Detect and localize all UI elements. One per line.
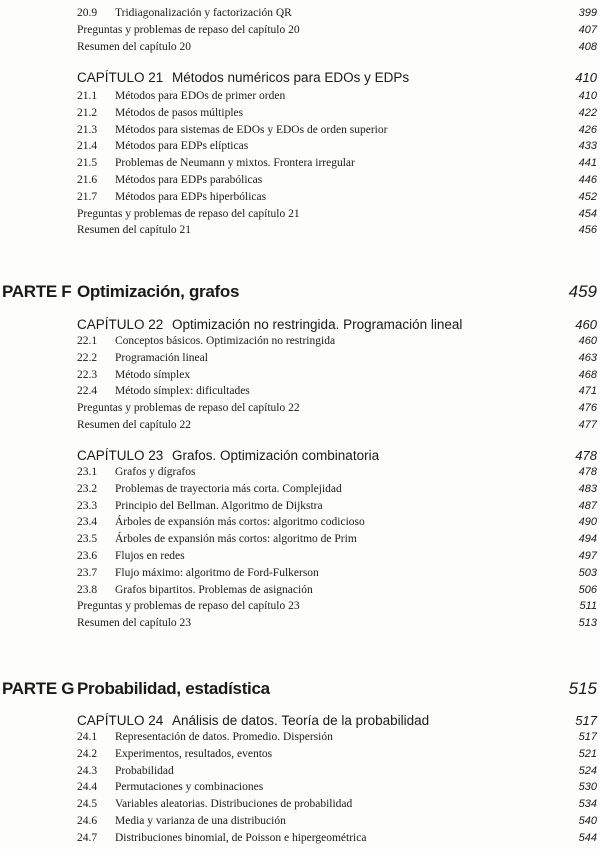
section-title: Variables aleatorias. Distribuciones de probabilidad <box>115 798 353 811</box>
section-title: Flujo máximo: algoritmo de Ford-Fulkerson <box>115 566 319 579</box>
toc-entry <box>77 746 597 762</box>
section-title: Árboles de expansión más cortos: algoritmo de Prim <box>115 533 357 546</box>
section-number: 21.7 <box>77 190 98 203</box>
section-number: 24.1 <box>77 731 98 743</box>
section-title: Conceptos básicos. Optimización no restringida <box>115 335 336 347</box>
toc-entry <box>77 155 597 171</box>
section-title: Resumen del capítulo 20 <box>77 41 192 53</box>
toc-entry <box>77 763 597 779</box>
toc-entry <box>77 333 597 349</box>
page-number: 497 <box>578 550 597 562</box>
toc-entry <box>77 796 597 812</box>
page-number: 408 <box>578 41 597 53</box>
toc-entry <box>77 830 597 846</box>
section-title: Método símplex <box>115 368 191 381</box>
page-number: 490 <box>578 516 597 529</box>
toc-entry <box>77 598 597 614</box>
page-number: 468 <box>578 368 597 381</box>
page-number: 524 <box>578 764 597 777</box>
section-number: 22.2 <box>77 351 98 364</box>
page-number: 478 <box>578 466 597 478</box>
part-title: Probabilidad, estadística <box>77 679 270 698</box>
toc-entry <box>77 565 597 581</box>
section-title: Preguntas y problemas de repaso del capítulo 20 <box>77 24 300 36</box>
page-number: 517 <box>578 731 597 743</box>
page-number: 544 <box>578 831 597 844</box>
section-number: 22.4 <box>77 385 98 398</box>
section-number: 24.7 <box>77 831 98 844</box>
section-title: Media y varianza de una distribución <box>115 815 286 827</box>
page-number: 478 <box>575 448 597 463</box>
page-number: 513 <box>578 617 597 630</box>
section-number: 21.1 <box>77 90 98 102</box>
toc-entry <box>77 39 597 55</box>
toc-entry <box>77 531 597 547</box>
section-number: 24.2 <box>77 747 98 760</box>
page-number: 399 <box>578 7 597 19</box>
section-title: Método símplex: dificultades <box>115 385 250 398</box>
section-title: Permutaciones y combinaciones <box>115 781 264 794</box>
page-number: 452 <box>578 190 597 203</box>
section-title: Resumen del capítulo 22 <box>77 419 192 431</box>
chapter-heading <box>77 68 597 88</box>
section-number: 24.4 <box>77 781 98 794</box>
section-number: 23.4 <box>77 516 98 529</box>
section-title: Flujos en redes <box>115 550 185 562</box>
section-number: 24.6 <box>77 815 98 827</box>
section-title: Métodos de pasos múltiples <box>115 106 244 119</box>
section-title: Problemas de trayectoria más corta. Complejidad <box>115 482 342 495</box>
section-number: 24.3 <box>77 764 98 777</box>
section-title: Problemas de Neumann y mixtos. Frontera irregular <box>115 157 355 170</box>
section-number: 23.8 <box>77 583 98 596</box>
toc-entry <box>77 417 597 433</box>
chapter-heading <box>77 446 597 466</box>
chapter-title: Análisis de datos. Teoría de la probabilidad <box>172 713 430 728</box>
toc-entry <box>77 172 597 188</box>
page-number: 410 <box>575 70 597 85</box>
page-number: 540 <box>578 815 597 827</box>
section-title: Preguntas y problemas de repaso del capítulo 22 <box>77 402 300 415</box>
toc-entry <box>77 367 597 383</box>
toc-entry <box>77 222 597 238</box>
chapter-label: CAPÍTULO 22 <box>77 317 164 332</box>
toc-entry <box>77 464 597 480</box>
section-title: Representación de datos. Promedio. Dispersión <box>115 731 333 743</box>
page-number: 471 <box>578 385 597 398</box>
section-title: Resumen del capítulo 21 <box>77 224 192 237</box>
toc-entry <box>77 5 597 21</box>
part-label: PARTE G <box>2 679 75 698</box>
page-number: 460 <box>578 335 597 347</box>
section-title: Principio del Bellman. Algoritmo de Dijkstra <box>115 499 323 512</box>
section-number: 23.1 <box>77 466 98 478</box>
page-number: 422 <box>578 106 597 119</box>
page-number: 433 <box>578 140 597 153</box>
chapter-label: CAPÍTULO 24 <box>77 713 164 728</box>
page-number: 515 <box>568 679 597 698</box>
section-number: 23.7 <box>77 566 98 579</box>
section-title: Programación lineal <box>115 351 208 364</box>
toc-entry <box>77 729 597 745</box>
page-number: 511 <box>579 600 597 613</box>
page-number: 521 <box>578 747 597 760</box>
section-number: 23.3 <box>77 499 98 512</box>
section-title: Probabilidad <box>115 764 174 777</box>
toc-entry <box>77 206 597 222</box>
toc-entry <box>77 189 597 205</box>
toc-entry <box>77 481 597 497</box>
toc-entry <box>77 122 597 138</box>
part-heading <box>0 279 597 305</box>
chapter-label: CAPÍTULO 21 <box>77 70 164 85</box>
toc-entry <box>77 514 597 530</box>
page-number: 460 <box>575 317 597 332</box>
part-heading <box>0 676 597 702</box>
toc-entry <box>77 22 597 38</box>
page-number: 477 <box>578 419 597 431</box>
section-number: 21.4 <box>77 140 98 153</box>
chapter-title: Grafos. Optimización combinatoria <box>172 448 380 463</box>
section-title: Árboles de expansión más cortos: algoritmo codicioso <box>115 516 365 529</box>
section-title: Preguntas y problemas de repaso del capítulo 21 <box>77 207 300 220</box>
toc-entry <box>77 400 597 416</box>
section-title: Métodos para EDPs elípticas <box>115 140 249 153</box>
page-number: 503 <box>578 566 597 579</box>
page-number: 494 <box>578 533 597 546</box>
toc-entry <box>77 779 597 795</box>
section-number: 23.6 <box>77 550 98 562</box>
page-number: 407 <box>578 24 597 36</box>
page-number: 476 <box>578 402 597 415</box>
page-number: 487 <box>578 499 597 512</box>
page-number: 506 <box>578 583 597 596</box>
toc-entry <box>77 88 597 104</box>
page-number: 534 <box>578 798 597 811</box>
section-number: 21.6 <box>77 174 98 186</box>
toc-entry <box>77 383 597 399</box>
section-title: Resumen del capítulo 23 <box>77 617 192 630</box>
section-title: Preguntas y problemas de repaso del capítulo 23 <box>77 600 300 613</box>
page-number: 517 <box>575 713 597 728</box>
page-number: 410 <box>578 90 597 102</box>
part-label: PARTE F <box>2 282 72 301</box>
section-number: 23.5 <box>77 533 98 546</box>
section-number: 22.1 <box>77 335 98 347</box>
page-number: 483 <box>578 482 597 495</box>
page-number: 459 <box>568 282 597 301</box>
section-title: Grafos y dígrafos <box>115 466 196 478</box>
toc-entry <box>77 138 597 154</box>
toc-entry <box>77 548 597 564</box>
section-title: Tridiagonalización y factorización QR <box>115 7 292 19</box>
section-title: Distribuciones binomial, de Poisson e hipergeométrica <box>115 831 367 844</box>
toc-entry <box>77 615 597 631</box>
section-title: Métodos para EDOs de primer orden <box>115 90 286 102</box>
part-title: Optimización, grafos <box>77 282 240 301</box>
chapter-title: Optimización no restringida. Programación lineal <box>172 317 463 332</box>
section-title: Experimentos, resultados, eventos <box>115 747 273 760</box>
chapter-heading <box>77 711 597 731</box>
section-number: 24.5 <box>77 798 98 811</box>
toc-entry <box>77 350 597 366</box>
toc-entry <box>77 582 597 598</box>
section-number: 22.3 <box>77 368 98 381</box>
chapter-label: CAPÍTULO 23 <box>77 448 164 463</box>
chapter-title: Métodos numéricos para EDOs y EDPs <box>172 70 410 85</box>
section-title: Grafos bipartitos. Problemas de asignación <box>115 583 313 596</box>
page-number: 446 <box>578 174 597 186</box>
section-title: Métodos para EDPs parabólicas <box>115 174 263 186</box>
page-number: 463 <box>578 351 597 364</box>
page-number: 530 <box>578 781 597 794</box>
page-number: 426 <box>578 123 597 136</box>
page-number: 454 <box>578 207 597 220</box>
section-title: Métodos para sistemas de EDOs y EDOs de orden superior <box>115 123 388 136</box>
chapter-heading <box>77 315 597 335</box>
section-number: 21.5 <box>77 157 98 170</box>
section-number: 20.9 <box>77 7 98 19</box>
page-number: 441 <box>578 157 597 170</box>
page-number: 456 <box>578 224 597 237</box>
section-title: Métodos para EDPs hiperbólicas <box>115 190 267 203</box>
section-number: 21.2 <box>77 106 98 119</box>
section-number: 23.2 <box>77 482 98 495</box>
toc-entry <box>77 498 597 514</box>
section-number: 21.3 <box>77 123 98 136</box>
toc-entry <box>77 813 597 829</box>
toc-entry <box>77 105 597 121</box>
